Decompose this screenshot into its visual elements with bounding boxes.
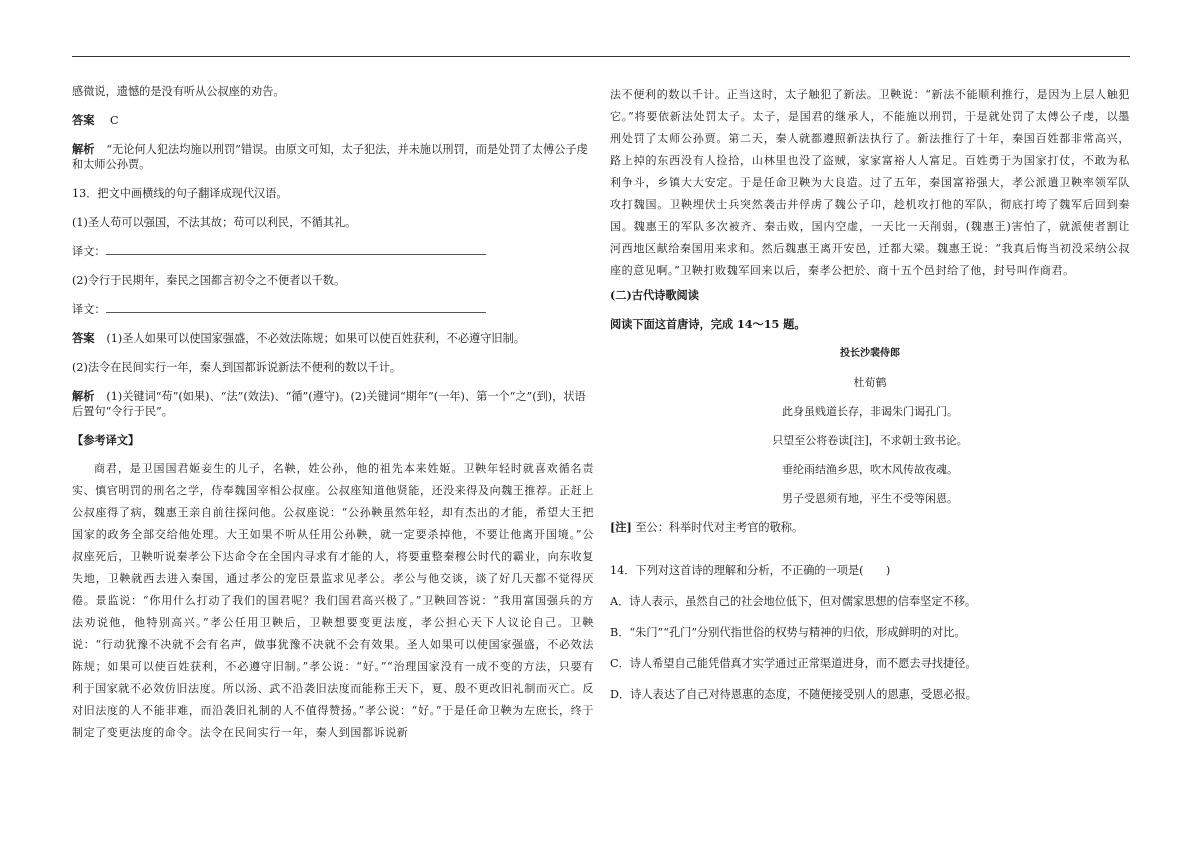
analysis-text: (1)关键词“苟”(如果)、“法”(效法)、“循”(遵守)。(2)关键词“期年”(一年)、第一个“之”(到)，状语后置句“令行于民”。 [72,390,586,418]
left-column [72,84,594,758]
poem-note [610,520,1130,535]
analysis-label: 解析 [72,142,95,156]
header-rule [72,56,1130,57]
section-heading: (二)古代诗歌阅读 [610,288,699,302]
answer-blank-line [106,303,486,313]
answer-value: C [109,114,119,127]
answer-13-line-2: (2)法令在民间实行一年，秦人到国都诉说新法不便利的数以千计。 [72,361,402,374]
poem-title: 投长沙裴侍郎 [840,348,900,359]
translation-label: 译文： [72,303,106,316]
question-14: 14．下列对这首诗的理解和分析，不正确的一项是( ) [610,564,891,577]
translation-line-2 [72,302,594,317]
spacer [610,549,1130,563]
translation-label: 译文： [72,245,106,258]
reference-heading: 【参考译文】 [72,433,140,447]
answer-13-line-1 [72,331,594,346]
poem-line: 垂纶雨结渔乡思，吹木风传故夜魂。 [782,463,958,476]
poem-author: 杜荀鹤 [853,376,887,389]
right-column [610,84,1130,718]
analysis-label: 解析 [72,389,95,403]
option-a: A．诗人表示，虽然自己的社会地位低下，但对儒家思想的信奉坚定不移。 [610,595,977,608]
translation-line-1 [72,244,594,259]
option-b: B．“朱门”“孔门”分别代指世俗的权势与精神的归依，形成鲜明的对比。 [610,626,966,639]
analysis-12 [72,142,594,172]
answer-blank-line [106,245,486,255]
instruction: 阅读下面这首唐诗，完成 14～15 题。 [610,317,806,331]
option-d: D．诗人表达了自己对待恩惠的态度，不随便接受别人的恩惠，受恩必报。 [610,688,977,701]
poem-line: 只望至公将卷读[注]，不求朝士致书论。 [772,434,968,447]
poem [610,346,1130,506]
answer-12 [72,113,594,128]
note-text: 至公：科举时代对主考官的敬称。 [635,521,804,534]
answer-label: 答案 [72,113,95,127]
question-13-item-1: (1)圣人苟可以强国，不法其故；苟可以利民，不循其礼。 [72,216,357,229]
analysis-13 [72,389,594,419]
reference-translation-text: 商君，是卫国国君姬妾生的儿子，名鞅，姓公孙，他的祖先本来姓姬。卫鞅年轻时就喜欢循名责实、慎官明罚的刑名之学，侍奉魏国宰相公叔座。公叔座知道他贤能，还没来得及向魏王推荐。正赶上公叔座得了病，魏惠王亲自前往探问他。公叔座说：“公孙鞅虽然年轻，却有杰出的才能，希望大王把国家的政务全部交给他处理。大王如果不听从任用公孙鞅，就一定要杀掉他，不要让他离开国境。”公叔座死后，卫鞅听说秦孝公下达命令在全国内寻求有才能的人，将要重整秦穆公时代的霸业，向东收复失地，卫鞅就西去进入秦国，通过孝公的宠臣景监求见孝公。孝公与他交谈，谈了好几天都不觉得厌倦。景监说：“你用什么打动了我们的国君呢？我们国君高兴极了。”卫鞅回答说：“我用富国强兵的方法劝说他，他特别高兴。”孝公任用卫鞅后，卫鞅想要变更法度，孝公担心天下人议论自己。卫鞅说：“行动犹豫不决就不会有名声，做事犹豫不决就不会有效果。圣人如果可以使国家强盛，不必效法陈规；如果可以使百姓获利，不必遵守旧制。”孝公说：“好。”“治理国家没有一成不变的方法，只要有利于国家就不必效仿旧法度。所以汤、武不沿袭旧法度而能称王天下，夏、殷不更改旧礼制而灭亡。反对旧法度的人不能非难，而沿袭旧礼制的人不值得赞扬。”孝公说：“好。”于是任命卫鞅为左庶长，终于制定了变更法度的命令。法令在民间实行一年，秦人到国都诉说新 [72,462,594,739]
note-label: [注] [610,520,632,534]
question-13-item-2: (2)令行于民期年，秦民之国都言初令之不便者以千数。 [72,274,346,287]
intro-line: 感微说，遗憾的是没有听从公叔座的劝告。 [72,85,285,98]
answer-label: 答案 [72,331,95,345]
poem-line: 男子受恩须有地，平生不受等闲恩。 [782,492,958,505]
reference-translation-continued: 法不便利的数以千计。正当这时，太子触犯了新法。卫鞅说：“新法不能顺利推行，是因为上层人触犯它。”将要依新法处罚太子。太子，是国君的继承人，不能施以刑罚，于是就处罚了太傅公子虔，以墨刑处罚了太师公孙贾。第二天，秦人就都遵照新法执行了。新法推行了十年，秦国百姓都非常高兴，路上掉的东西没有人捡拾，山林里也没了盗贼，家家富裕人人富足。百姓勇于为国家打仗，不敢为私利争斗，乡镇大大安定。于是任命卫鞅为大良造。过了五年，秦国富裕强大，孝公派遣卫鞅率领军队攻打魏国。卫鞅埋伏士兵突然袭击并俘虏了魏公子卬，趁机攻打他的军队，彻底打垮了魏军后回到秦国。魏惠王的军队多次被齐、秦击败，国内空虚，一天比一天削弱，(魏惠王)害怕了，就派使者割让河西地区献给秦国用来求和。然后魏惠王离开安邑，迁都大梁。魏惠王说：“我真后悔当初没采纳公叔座的意见啊。”卫鞅打败魏军回来以后，秦孝公把於、商十五个邑封给了他，封号叫作商君。 [610,88,1130,277]
question-13-title: 13．把文中画横线的句子翻译成现代汉语。 [72,187,288,200]
answer-text: (1)圣人如果可以使国家强盛，不必效法陈规；如果可以使百姓获利，不必遵守旧制。 [106,332,525,345]
poem-line: 此身虽贱道长存，非谒朱门谒孔门。 [782,405,958,418]
analysis-text: “无论何人犯法均施以刑罚”错误。由原文可知，太子犯法，并未施以刑罚，而是处罚了太傅公子虔和太师公孙贾。 [72,143,588,171]
option-c: C．诗人希望自己能凭借真才实学通过正常渠道进身，而不愿去寻找捷径。 [610,657,977,670]
